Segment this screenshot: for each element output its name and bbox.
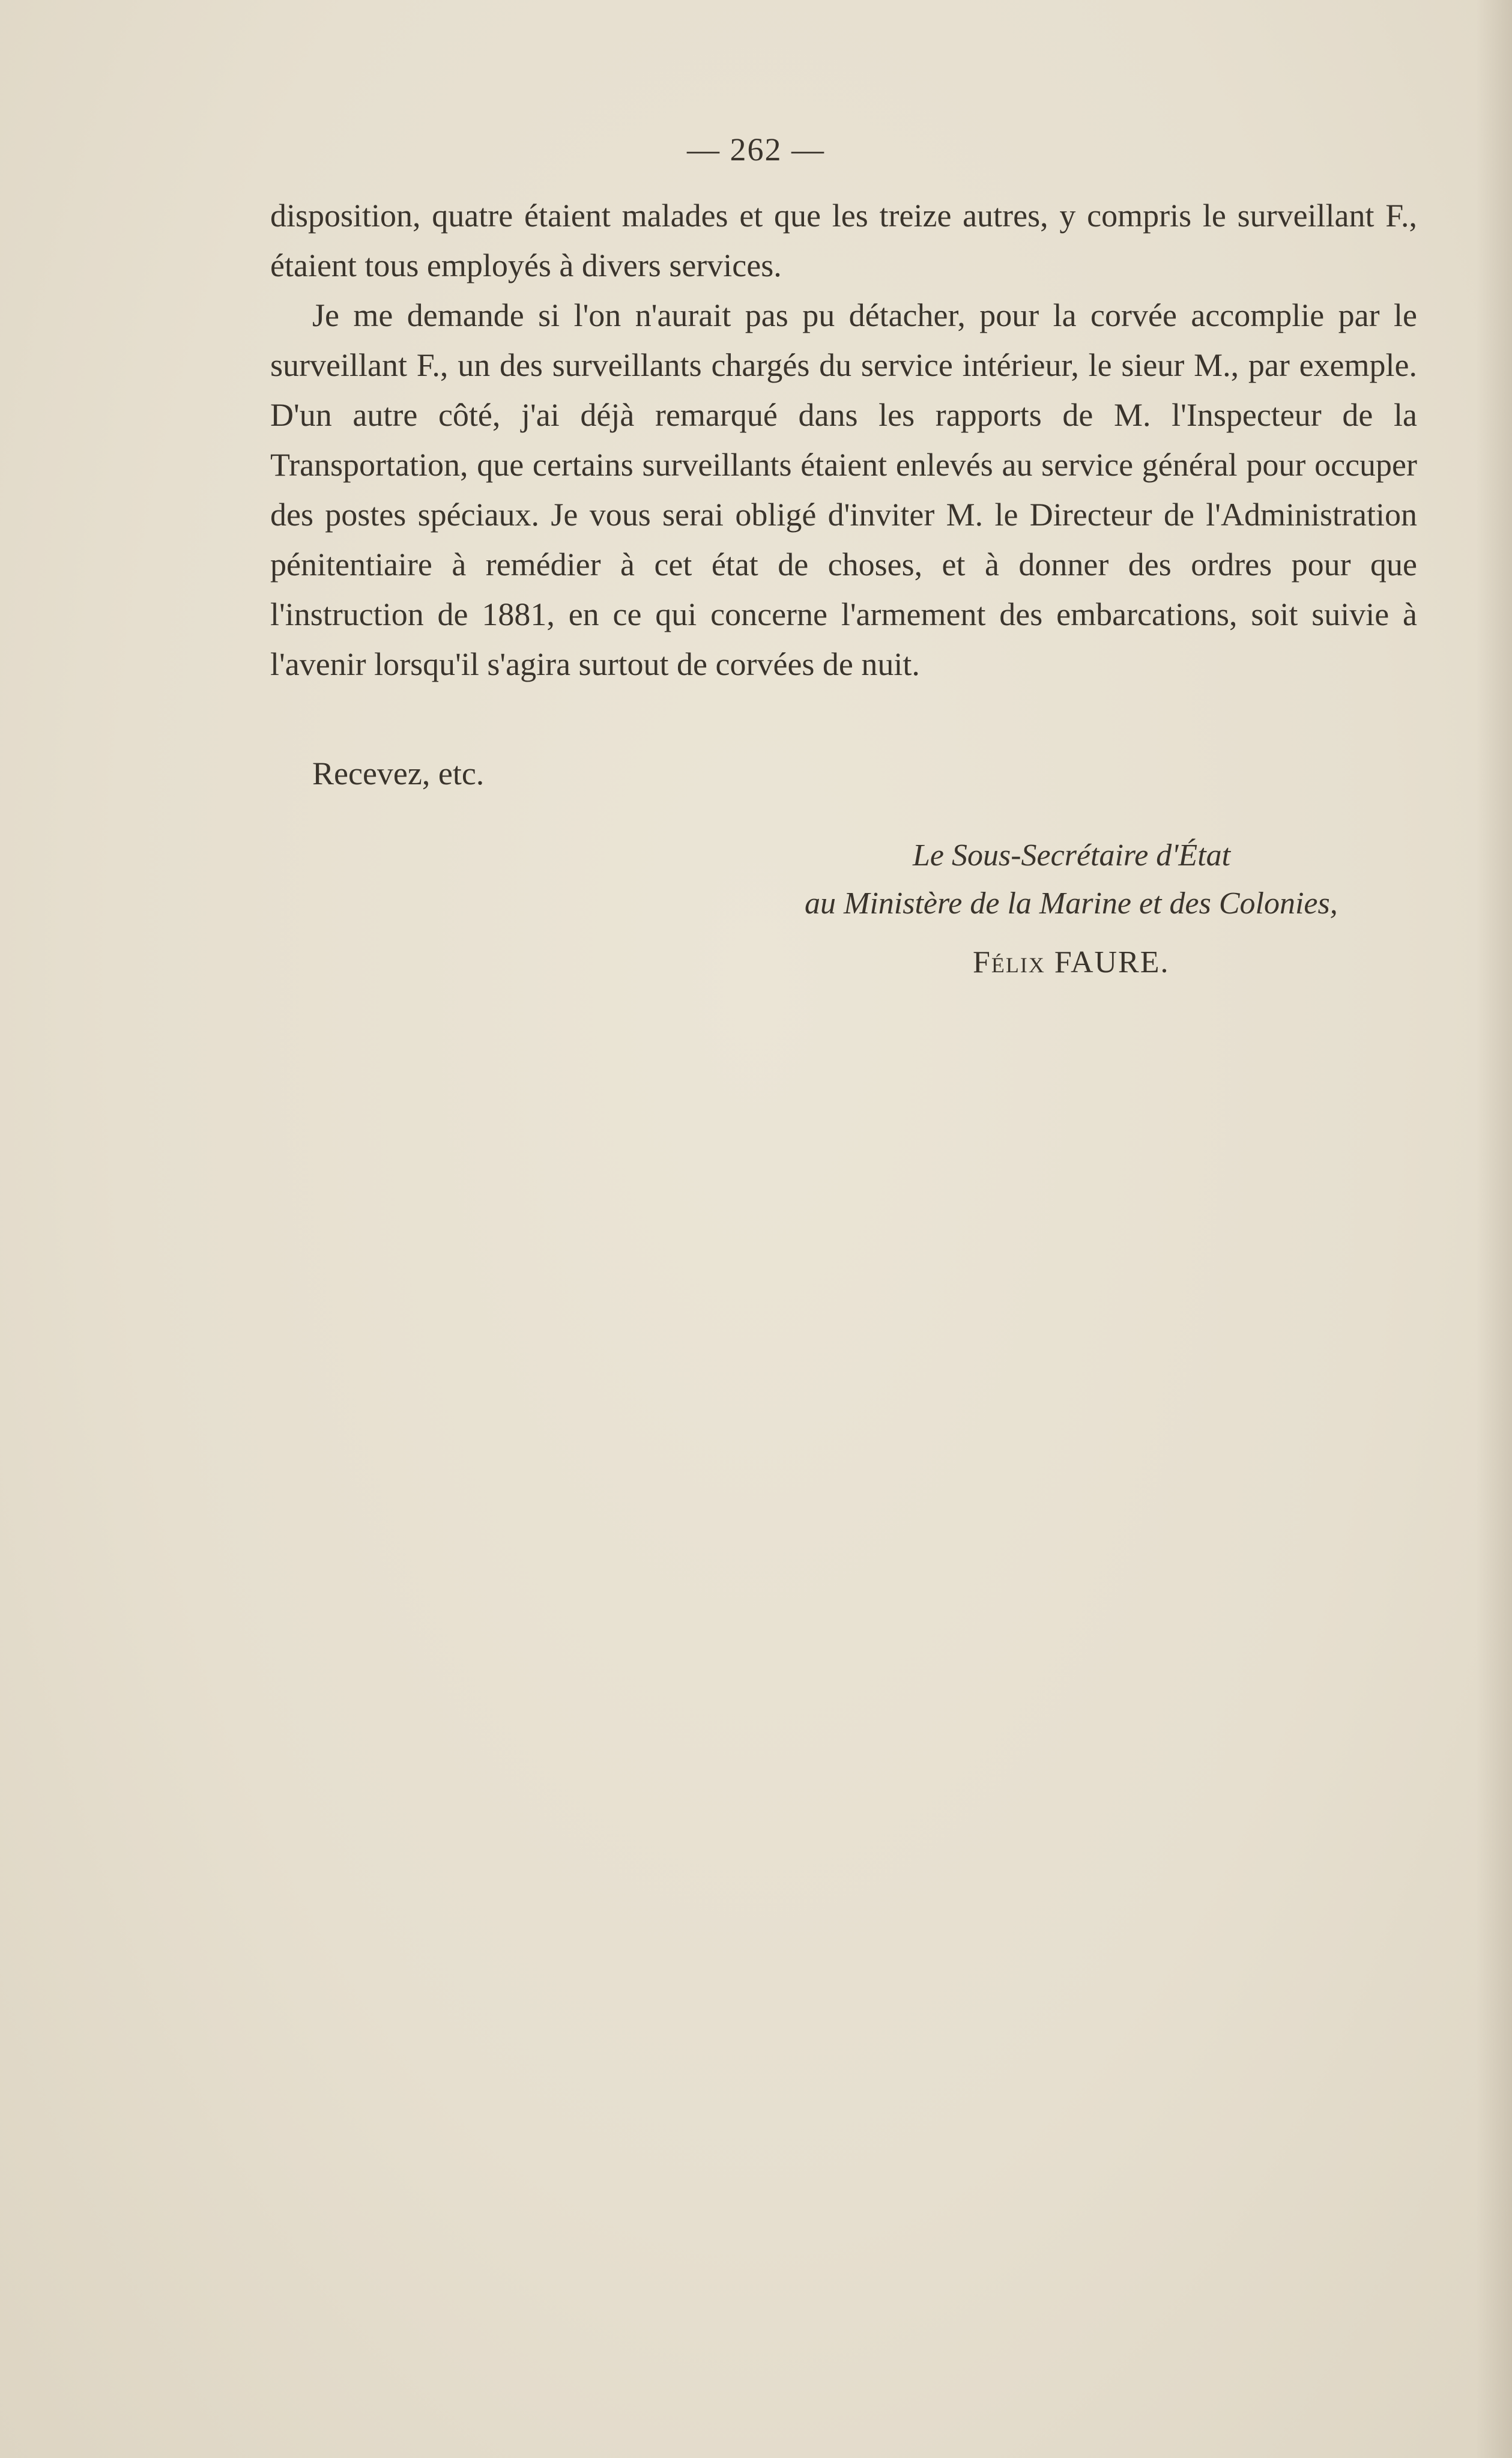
closing-formula: Recevez, etc. xyxy=(312,755,485,792)
signatory-first-name: Félix xyxy=(973,945,1045,979)
page-number: — 262 — xyxy=(687,132,825,168)
paragraph-main: Je me demande si l'on n'aurait pas pu détacher, pour la corvée accomplie par le surveillant F., un des surveillants chargés du service intérieur, le sieur M., par exemple. D'un autre côté, j'ai déjà remarqué dans les rapports de M. l'Inspecteur de la Transportation, que certains surveillants étaient enlevés au service général pour occuper des postes spéciaux. Je vous serai obligé d'inviter M. le Directeur de l'Administration pénitentiaire à remédier à cet état de choses, et à donner des ordres pour que l'instruction de 1881, en ce qui concerne l'armement des embarcations, soit suivie à l'avenir lorsqu'il s'agira surtout de corvées de nuit. xyxy=(270,297,1417,682)
page-edge-shadow xyxy=(1476,0,1512,2458)
signatory-last-name: FAURE. xyxy=(1054,945,1170,979)
signatory-title-line-1: Le Sous-Secrétaire d'État xyxy=(913,838,1231,873)
paragraph-continuation: disposition, quatre étaient malades et que les treize autres, y compris le surveillant F., étaient tous employés à divers services. xyxy=(270,198,1417,283)
letter-body xyxy=(270,191,1417,689)
signatory-name xyxy=(781,939,1405,987)
signature-block xyxy=(781,832,1405,987)
signatory-title-line-2: au Ministère de la Marine et des Colonies, xyxy=(805,886,1338,921)
